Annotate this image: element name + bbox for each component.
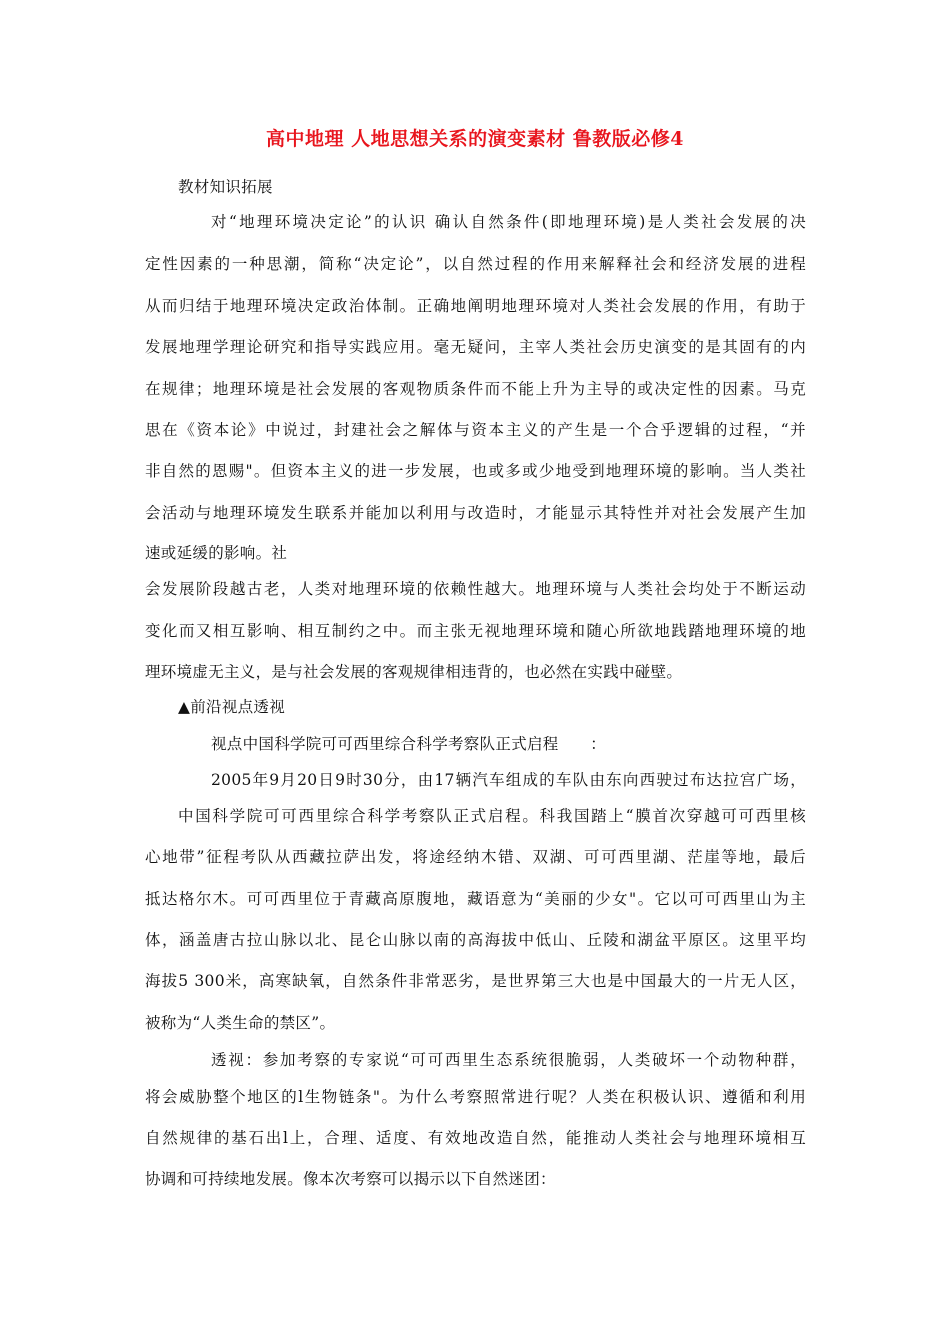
para3-line: 自然规律的基石出l上，合理、适度、有效地改造自然，能推动人类社会与地理环境相互	[145, 1129, 806, 1147]
para1-line: 在规律；地理环境是社会发展的客观物质条件而不能上升为主导的或决定性的因素。马克	[145, 380, 806, 398]
para1-line: 发展地理学理论研究和指导实践应用。毫无疑问，主宰人类社会历史演变的是其固有的内	[145, 338, 806, 356]
viewpoint-line: 视点中国科学院可可西里综合科学考察队正式启程 ：	[211, 735, 607, 753]
para3-line: 将会威胁整个地区的l生物链条"。为什么考察照常进行呢？人类在积极认识、遵循和利用	[145, 1088, 806, 1106]
para2-line: 抵达格尔木。可可西里位于青藏高原腹地，藏语意为“美丽的少女"。它以可可西里山为主	[145, 890, 806, 908]
para2-line: 中国科学院可可西里综合科学考察队正式启程。科我国踏上“膜首次穿越可可西里核	[178, 807, 806, 825]
para3-line: 透视：参加考察的专家说“可可西里生态系统很脆弱，人类破坏一个动物种群，	[211, 1051, 806, 1069]
para2-line: 2005年9月20日9时30分，由17辆汽车组成的车队由东向西驶过布达拉宫广场，	[211, 771, 806, 789]
para2-line: 海拔5 300米，高寒缺氧，自然条件非常恶劣，是世界第三大也是中国最大的一片无人区，	[145, 972, 806, 990]
para2-line: 被称为“人类生命的禁区”。	[145, 1014, 336, 1032]
para1-line: 理环境虚无主义，是与社会发展的客观规律相违背的，也必然在实践中碰壁。	[145, 663, 683, 681]
para1-line: 速或延缓的影响。社	[145, 544, 288, 562]
section-heading-frontier: ▲前沿视点透视	[178, 698, 286, 716]
para3-line: 协调和可持续地发展。像本次考察可以揭示以下自然迷团：	[145, 1170, 556, 1188]
para1-line: 变化而又相互影响、相互制约之中。而主张无视地理环境和随心所欲地践踏地理环境的地	[145, 622, 806, 640]
para1-line: 对“地理环境决定论”的认识 确认自然条件(即地理环境)是人类社会发展的决	[211, 213, 806, 231]
para1-line: 会发展阶段越古老，人类对地理环境的依赖性越大。地理环境与人类社会均处于不断运动	[145, 580, 806, 598]
document-title: 高中地理 人地思想关系的演变素材 鲁教版必修4	[266, 128, 684, 150]
section-heading-knowledge: 教材知识拓展	[178, 178, 273, 196]
para1-line: 思在《资本论》中说过，封建社会之解体与资本主义的产生是一个合乎逻辑的过程，“并	[145, 421, 806, 439]
para1-line: 会活动与地理环境发生联系并能加以利用与改造时，才能显示其特性并对社会发展产生加	[145, 504, 806, 522]
para1-line: 非自然的恩赐"。但资本主义的进一步发展，也或多或少地受到地理环境的影响。当人类社	[145, 462, 806, 480]
para2-line: 体，涵盖唐古拉山脉以北、昆仑山脉以南的高海拔中低山、丘陵和湖盆平原区。这里平均	[145, 931, 806, 949]
para1-line: 定性因素的一种思潮，简称“决定论”，以自然过程的作用来解释社会和经济发展的进程	[145, 255, 806, 273]
para2-line: 心地带”征程考队从西藏拉萨出发，将途经纳木错、双湖、可可西里湖、茫崖等地，最后	[145, 848, 806, 866]
para1-line: 从而归结于地理环境决定政治体制。正确地阐明地理环境对人类社会发展的作用，有助于	[145, 297, 806, 315]
